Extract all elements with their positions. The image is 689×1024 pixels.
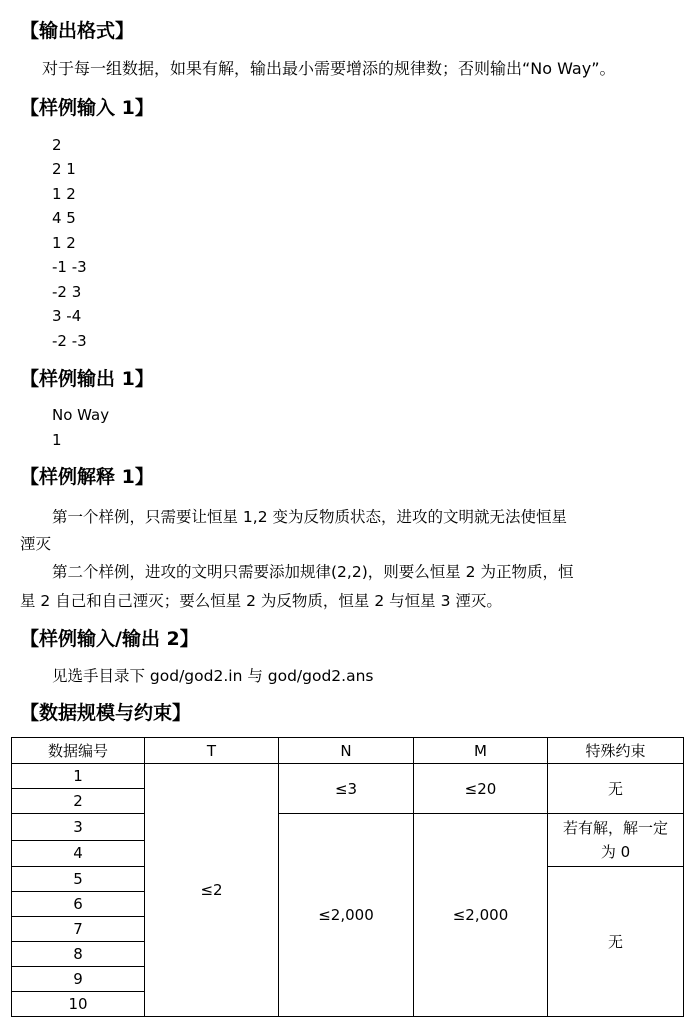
id-cell: 8 [12,942,145,967]
sample-input-line: 2 [52,136,62,154]
constraints-heading: 【数据规模与约束】 [20,702,192,724]
sample-input-line: -2 -3 [52,332,87,350]
constraints-table [11,737,684,1017]
sample-io-2-text: 见选手目录下 god/god2.in 与 god/god2.ans [52,667,374,685]
sample-output-1-heading: 【样例输出 1】 [20,368,154,390]
sample-output-line: No Way [52,406,110,424]
sample-input-line: -1 -3 [52,258,87,276]
output-format-text: 对于每一组数据，如果有解，输出最小需要增添的规律数；否则输出“No Way”。 [42,59,616,78]
t-cell: ≤2 [145,764,279,1017]
id-cell: 3 [12,814,145,841]
sample-explain-1-heading: 【样例解释 1】 [20,466,154,488]
header-cell: T [145,738,279,764]
id-cell: 2 [12,789,145,814]
sample-input-line: 3 -4 [52,307,82,325]
id-cell: 5 [12,867,145,892]
output-format-heading: 【输出格式】 [20,20,135,42]
special-cell-2: 若有解，解一定为 0 [548,814,684,867]
explain-paragraph-2-line-1: 第二个样例，进攻的文明只需要添加规律(2,2)，则要么恒星 2 为正物质，恒 [52,563,574,581]
header-cell: M [414,738,548,764]
table-row [12,814,684,841]
sample-input-line: 1 2 [52,185,76,203]
n-cell-group-2: ≤2,000 [279,814,414,1017]
id-cell: 7 [12,917,145,942]
m-cell-group-2: ≤2,000 [414,814,548,1017]
sample-input-line: 1 2 [52,234,76,252]
special-cell-1: 无 [548,764,684,814]
id-cell: 10 [12,992,145,1017]
explain-paragraph-1-line-2: 湮灭 [20,535,52,553]
header-cell: 特殊约束 [548,738,684,764]
id-cell: 9 [12,967,145,992]
sample-input-line: 2 1 [52,160,76,178]
explain-paragraph-2-line-2: 星 2 自己和自己湮灭；要么恒星 2 为反物质，恒星 2 与恒星 3 湮灭。 [20,592,502,610]
sample-output-line: 1 [52,431,62,449]
sample-input-line: 4 5 [52,209,76,227]
special-cell-3: 无 [548,867,684,1017]
sample-input-line: -2 3 [52,283,82,301]
id-cell: 6 [12,892,145,917]
id-cell: 1 [12,764,145,789]
m-cell-group-1: ≤20 [414,764,548,814]
header-cell: 数据编号 [12,738,145,764]
n-cell-group-1: ≤3 [279,764,414,814]
sample-io-2-heading: 【样例输入/输出 2】 [20,628,199,650]
header-cell: N [279,738,414,764]
id-cell: 4 [12,840,145,867]
table-header-row [12,738,684,764]
sample-input-1-heading: 【样例输入 1】 [20,97,154,119]
explain-paragraph-1-line-1: 第一个样例，只需要让恒星 1,2 变为反物质状态，进攻的文明就无法使恒星 [52,508,568,526]
table-row [12,764,684,789]
